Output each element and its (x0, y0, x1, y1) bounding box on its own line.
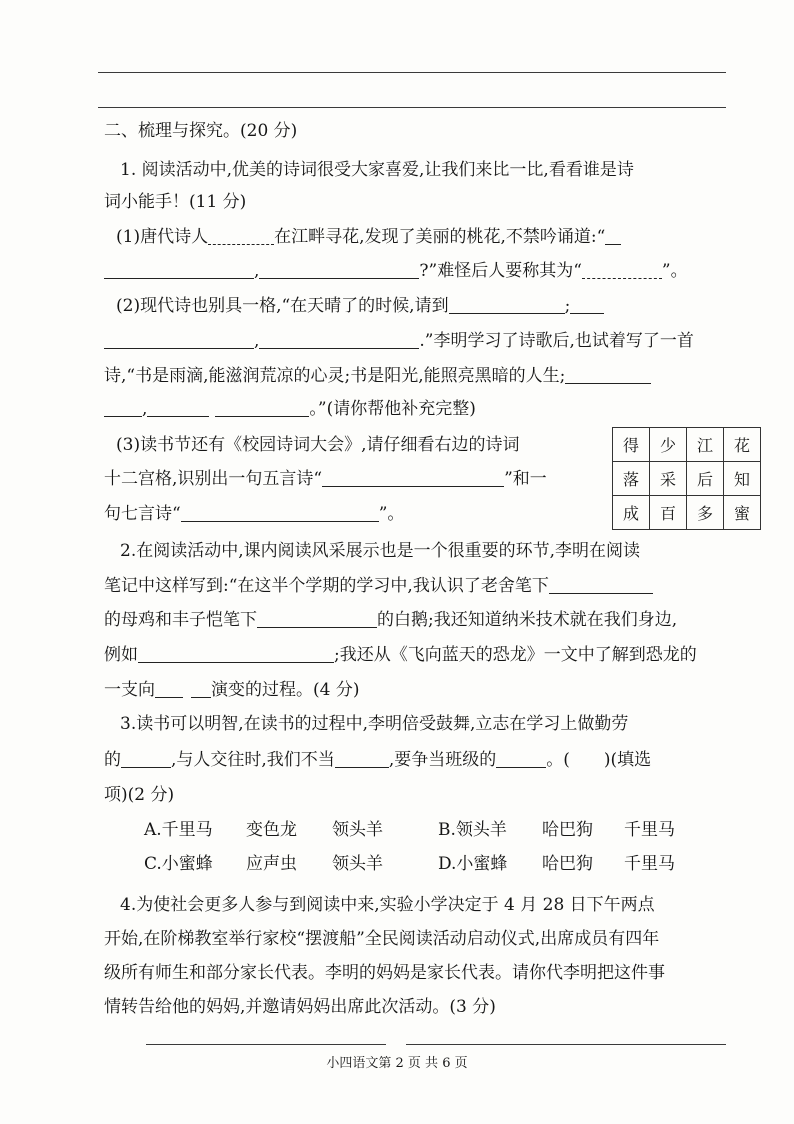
hen-blank[interactable] (549, 576, 653, 594)
modern-poem-blank-1[interactable] (449, 296, 565, 314)
poem-grid (612, 427, 761, 530)
grid-cell: 落 (613, 462, 650, 496)
poem-write-blank-2[interactable] (104, 399, 142, 417)
grid-cell: 多 (687, 496, 724, 530)
q1-intro-cont: 词小能手！(11 分) (104, 192, 247, 212)
modern-poem-blank-4[interactable] (259, 331, 419, 349)
section-title: 二、梳理与探究。(20 分) (104, 121, 298, 141)
footer-line-right (406, 1044, 726, 1045)
option-d[interactable]: D.小蜜蜂 哈巴狗 千里马 (438, 854, 675, 874)
q1-intro: 1. 阅读活动中,优美的诗词很受大家喜爱,让我们来比一比,看看谁是诗 (120, 160, 634, 180)
grid-cell: 知 (724, 462, 761, 496)
q2-line-2: 笔记中这样写到:“在这半个学期的学习中,我认识了老舍笔下 (104, 576, 653, 596)
q1-part2-poem: 诗,“书是雨滴,能滋润荒凉的心灵;书是阳光,能照亮黑暗的人生; (104, 366, 651, 386)
grid-cell: 少 (650, 428, 687, 462)
grid-cell: 得 (613, 428, 650, 462)
q4-line-4: 情转告给他的妈妈,并邀请妈妈出席此次活动。(3 分) (104, 997, 496, 1017)
option-c[interactable]: C.小蜜蜂 应声虫 领头羊 (144, 854, 383, 874)
q1-part3-end: 句七言诗“ ”。 (104, 504, 405, 524)
poet-blank[interactable] (208, 227, 274, 245)
seven-char-poem-blank[interactable] (181, 504, 379, 522)
grid-cell: 采 (650, 462, 687, 496)
answer-line-top-1 (98, 72, 726, 73)
dinosaur-blank-2[interactable] (191, 680, 211, 698)
q1-part3-cont: 十二宫格,识别出一句五言诗“ ”和一 (104, 469, 547, 489)
choice-blank-3[interactable] (496, 750, 546, 768)
q4-line-3: 级所有师生和部分家长代表。李明的妈妈是家长代表。请你代李明把这件事 (104, 963, 665, 983)
choice-blank-2[interactable] (335, 750, 389, 768)
poem-blank-2[interactable] (104, 261, 254, 279)
q3-line-1: 3.读书可以明智,在读书的过程中,李明倍受鼓舞,立志在学习上做勤劳 (120, 714, 629, 734)
goose-blank[interactable] (257, 610, 377, 628)
grid-cell: 百 (650, 496, 687, 530)
q2-line-3: 的母鸡和丰子恺笔下 的白鹅;我还知道纳米技术就在我们身边, (104, 610, 678, 630)
footer-line-left (146, 1044, 386, 1045)
choice-blank-1[interactable] (121, 750, 171, 768)
modern-poem-blank-2[interactable] (570, 296, 604, 314)
q2-line-1: 2.在阅读活动中,课内阅读风采展示也是一个很重要的环节,李明在阅读 (120, 541, 641, 561)
poem-blank-3[interactable] (259, 261, 419, 279)
grid-cell: 后 (687, 462, 724, 496)
q1-part2: (2)现代诗也别具一格,“在天晴了的时候,请到 ; (116, 296, 604, 316)
q3-line-2: 的 ,与人交往时,我们不当 ,要争当班级的 。( )(填选 (104, 750, 652, 770)
answer-line-top-2 (98, 107, 726, 108)
poem-blank-1[interactable] (605, 227, 621, 245)
q4-line-1: 4.为使社会更多人参与到阅读中来,实验小学决定于 4 月 28 日下午两点 (120, 895, 655, 915)
q1-part1-cont: , ?”难怪后人要称其为“ ”。 (104, 261, 688, 281)
q3-line-3: 项)(2 分) (104, 785, 175, 805)
grid-cell: 成 (613, 496, 650, 530)
title-blank[interactable] (582, 261, 662, 279)
nano-example-blank[interactable] (138, 645, 334, 663)
q2-line-4: 例如 ;我还从《飞向蓝天的恐龙》一文中了解到恐龙的 (104, 645, 697, 665)
option-b[interactable]: B.领头羊 哈巴狗 千里马 (438, 820, 675, 840)
q1-part1: (1)唐代诗人 在江畔寻花,发现了美丽的桃花,不禁吟诵道:“ (116, 227, 621, 247)
grid-cell: 花 (724, 428, 761, 462)
q1-part3: (3)读书节还有《校园诗词大会》,请仔细看右边的诗词 (116, 435, 520, 455)
option-a[interactable]: A.千里马 变色龙 领头羊 (144, 820, 383, 840)
grid-cell: 蜜 (724, 496, 761, 530)
modern-poem-blank-3[interactable] (104, 331, 254, 349)
dinosaur-blank-1[interactable] (155, 680, 183, 698)
page-footer: 小四语文第 2 页 共 6 页 (326, 1056, 468, 1071)
q2-line-5: 一支向 演变的过程。(4 分) (104, 680, 360, 700)
five-char-poem-blank[interactable] (322, 469, 504, 487)
q1-part2-cont: , .”李明学习了诗歌后,也试着写了一首 (104, 331, 694, 351)
poem-write-blank-4[interactable] (215, 399, 309, 417)
poem-write-blank-1[interactable] (565, 366, 651, 384)
poem-write-blank-3[interactable] (147, 399, 209, 417)
q4-line-2: 开始,在阶梯教室举行家校“摆渡船”全民阅读活动启动仪式,出席成员有四年 (104, 929, 660, 949)
q1-part2-end: , 。”(请你帮他补充完整) (104, 399, 476, 419)
grid-cell: 江 (687, 428, 724, 462)
